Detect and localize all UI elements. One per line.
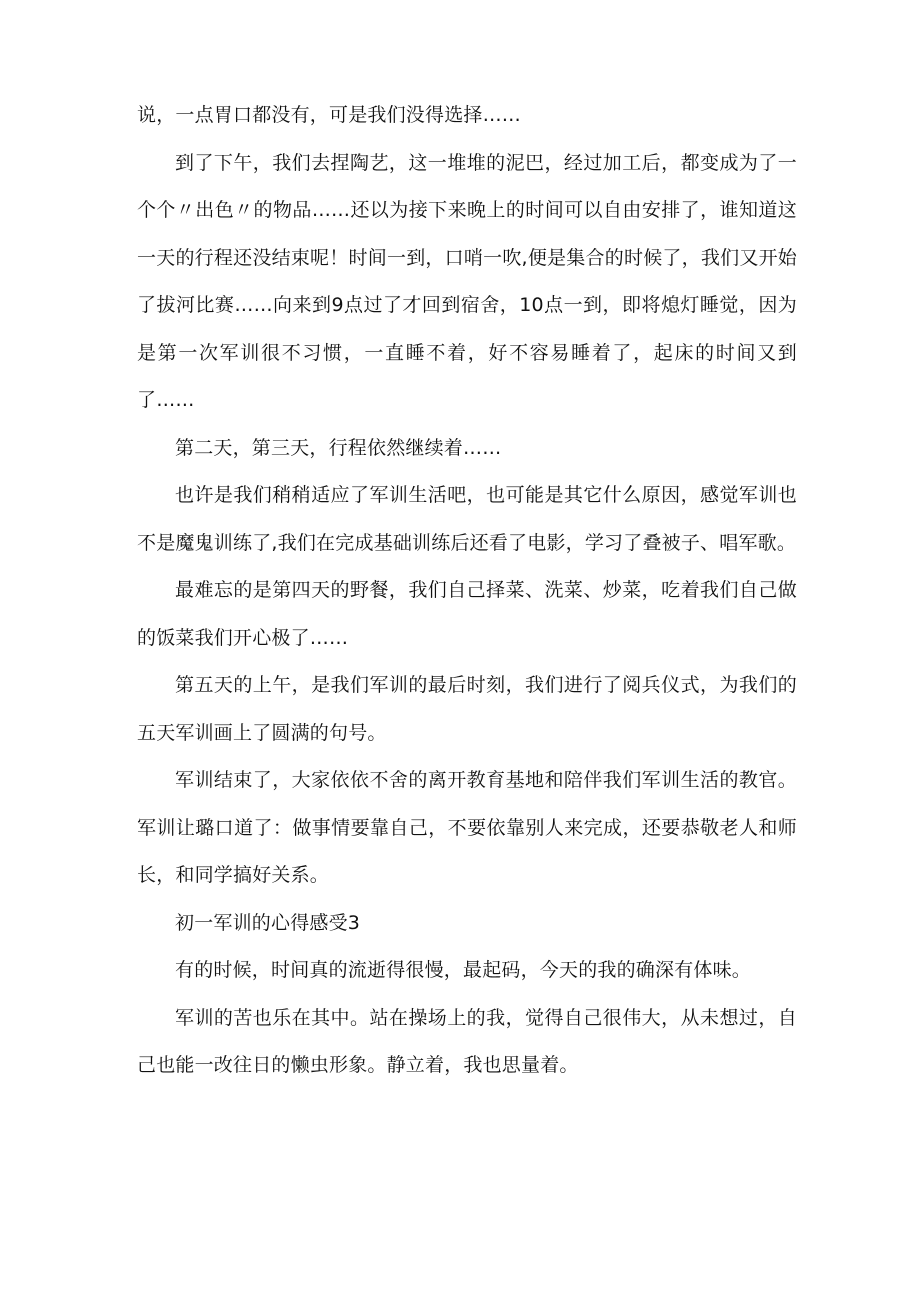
paragraph-3: 第二天，第三天，行程依然继续着…… xyxy=(175,436,502,459)
paragraph-7: 军训结束了，大家依依不舍的离开教育基地和陪伴我们军训生活的教官。军训让璐口道了：做事情要靠自己，不要依靠别人来完成，还要恭敬老人和师长，和同学搞好关系。 xyxy=(137,769,797,886)
paragraph-8: 有的时候，时间真的流逝得很慢，最起码，今天的我的确深有体味。 xyxy=(175,959,752,981)
paragraph-9: 军训的苦也乐在其中。站在操场上的我，觉得自己很伟大，从未想过，自己也能一改往日的懒虫形象。静立着，我也思量着。 xyxy=(137,1006,797,1076)
paragraph-2: 到了下午，我们去捏陶艺，这一堆堆的泥巴，经过加工后，都变成为了一个个〃出色〃的物品……还以为接下来晚上的时间可以自由安排了，谁知道这一天的行程还没结束呢！时间一到，口哨一吹,便是集合的时候了，我们又开始了拔河比赛……向来到9点过了才回到宿舍，10点一到，即将熄灯睡觉，因为是第一次军训很不习惯，一直睡不着，好不容易睡着了，起床的时间又到了…… xyxy=(137,151,797,411)
paragraph-4: 也许是我们稍稍适应了军训生活吧，也可能是其它什么原因，感觉军训也不是魔鬼训练了,我们在完成基础训练后还看了电影，学习了叠被子、唱军歌。 xyxy=(137,484,797,554)
document-body xyxy=(137,92,797,1090)
section-heading: 初一军训的心得感受3 xyxy=(175,911,361,934)
paragraph-6: 第五天的上午，是我们军训的最后时刻，我们进行了阅兵仪式，为我们的五天军训画上了圆满的句号。 xyxy=(137,674,797,744)
paragraph-5: 最难忘的是第四天的野餐，我们自己择菜、洗菜、炒菜，吃着我们自己做的饭菜我们开心极了…… xyxy=(137,579,797,649)
paragraph-1: 说，一点胃口都没有，可是我们没得选择…… xyxy=(137,104,522,126)
